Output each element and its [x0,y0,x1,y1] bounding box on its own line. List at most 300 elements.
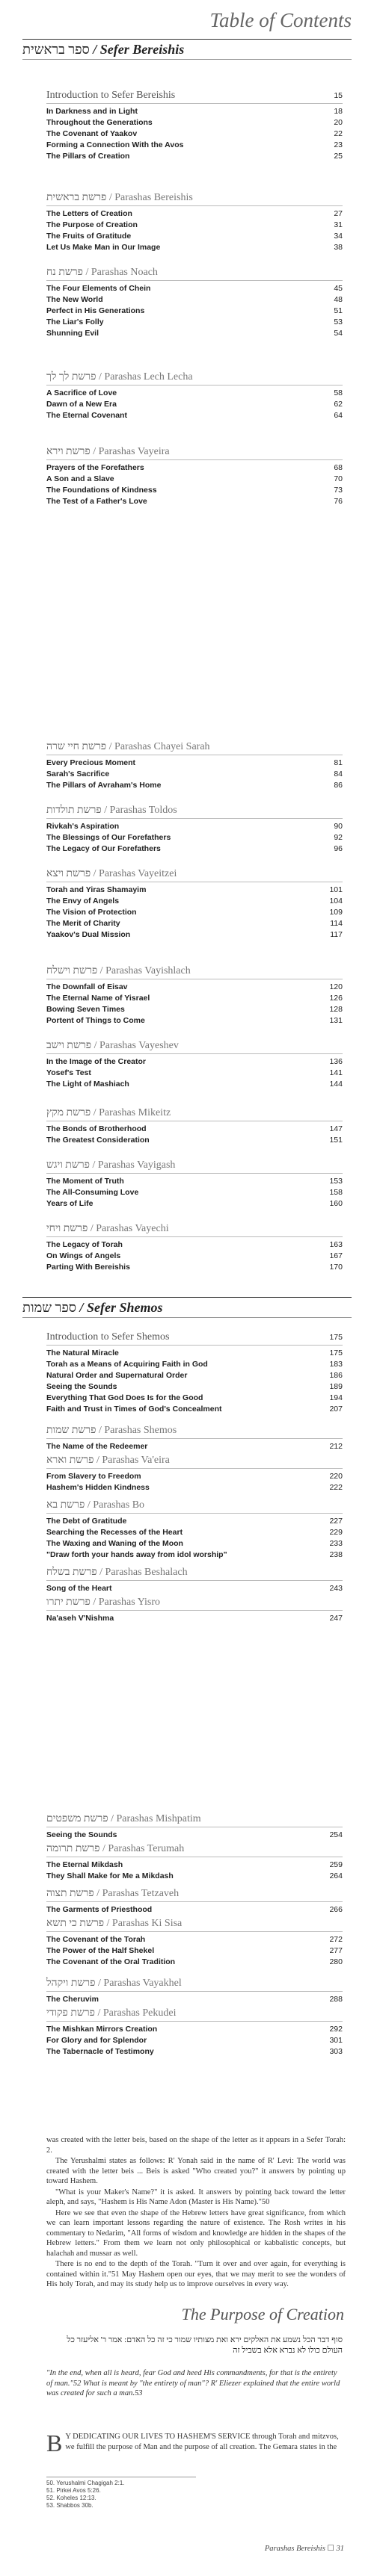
toc-entry-page: 25 [334,152,343,161]
toc-entry-page: 51 [334,306,343,315]
toc-section [46,867,343,941]
section-heading-english: Parashas Lech Lecha [104,371,193,383]
toc-entry[interactable] [46,832,343,843]
toc-section [46,1222,343,1273]
toc-entry[interactable] [46,388,343,399]
toc-entry-title: They Shall Make for Me a Mikdash [46,1871,174,1880]
toc-section-heading [46,1498,343,1514]
toc-entry-page: 131 [329,1016,343,1025]
toc-entry[interactable] [46,1904,343,1916]
section-heading-separator: / [91,1107,99,1118]
section-heading-hebrew: פרשת שמות [46,1425,96,1436]
footnotes [46,2477,196,2510]
toc-entry[interactable] [46,1393,343,1404]
toc-section-heading [46,1453,343,1469]
toc-entry-title: The Bonds of Brotherhood [46,1124,147,1133]
toc-section-heading [46,867,343,882]
toc-entry[interactable] [46,106,343,117]
toc-entry[interactable] [46,929,343,941]
toc-entry-page: 303 [329,2047,343,2056]
toc-entry-title: Dawn of a New Era [46,400,117,409]
toc-entry-page: 160 [329,1199,343,1208]
section-heading-separator: / [99,1843,108,1854]
section-heading-english: Parashas Tetzaveh [102,1888,180,1899]
drop-cap: B [46,2430,63,2456]
toc-entry[interactable] [46,1860,343,1871]
toc-entry[interactable] [46,1994,343,2005]
toc-entry[interactable] [46,1056,343,1068]
body-text [46,2135,346,2291]
toc-entry[interactable] [46,1187,343,1198]
toc-entry[interactable] [46,1004,343,1015]
toc-entry-page: 153 [329,1177,343,1186]
toc-entry-title: The Foundations of Kindness [46,486,157,495]
section-heading-english: Parashas Yisro [98,1597,161,1608]
toc-entry[interactable] [46,1359,343,1370]
section-heading-english: Parashas Shemos [104,1425,177,1436]
toc-entry-page: 62 [334,400,343,409]
section-heading-separator: / [90,1597,99,1608]
section-heading-english: Parashas Mishpatim [116,1813,201,1824]
toc-entry-title: The Cheruvim [46,1995,99,2004]
paragraph: was created with the letter beis, based on the shape of the letter as it appears in a Sefer Torah: 2. [46,2136,346,2155]
toc-entry-title: Throughout the Generations [46,118,153,127]
toc-entry[interactable] [46,1613,343,1624]
toc-entry-title: Seeing the Sounds [46,1382,117,1391]
toc-entry-title: On Wings of Angels [46,1251,121,1260]
toc-entry-title: Faith and Trust in Times of God's Concealment [46,1405,222,1414]
section-heading-hebrew: פרשת ויצא [46,868,91,879]
toc-entry[interactable] [46,2046,343,2058]
toc-entry-title: The Garments of Priesthood [46,1905,153,1914]
section-heading-separator: / [96,1425,105,1436]
toc-entry-title: The Eternal Covenant [46,411,127,420]
toc-entry-page: 48 [334,295,343,304]
toc-entry-title: In the Image of the Creator [46,1057,147,1066]
toc-entry-page: 81 [334,758,343,767]
toc-entry[interactable] [46,1945,343,1957]
toc-section-heading [46,265,343,281]
toc-entry-title: Forming a Connection With the Avos [46,140,184,149]
toc-entry[interactable] [46,1198,343,1210]
toc-entry-page: 144 [329,1080,343,1089]
toc-section [46,1976,343,2005]
section-heading-separator: / [91,868,99,879]
section-heading-hebrew: פרשת בשלח [46,1567,97,1578]
toc-section-heading [46,1222,343,1237]
toc-entry[interactable] [46,410,343,421]
toc-entry[interactable] [46,1404,343,1415]
toc-entry[interactable] [46,1527,343,1538]
toc-entry-title: The Greatest Consideration [46,1136,150,1145]
section-heading-english: Parashas Vayeshev [99,1040,179,1051]
book-heading-separator: / [93,42,100,57]
toc-entry[interactable] [46,982,343,993]
toc-entry-page: 31 [334,220,343,229]
toc-entry-title: Sarah's Sacrifice [46,770,110,778]
toc-entry-title: From Slavery to Freedom [46,1472,141,1481]
toc-entry-title: The Merit of Charity [46,919,120,928]
toc-entry-title: Torah and Yiras Shamayim [46,885,147,894]
opening-paragraph [46,2432,343,2454]
toc-entry[interactable] [46,1482,343,1493]
toc-entry[interactable] [46,1583,343,1594]
section-heading-separator: / [101,805,110,816]
footnote: 53. Shabbos 30b. [46,2502,94,2509]
toc-entry[interactable] [46,220,343,231]
toc-entry-title: The Legacy of Torah [46,1240,123,1249]
toc-entry-page: 170 [329,1263,343,1272]
toc-entry[interactable] [46,821,343,832]
toc-entry-title: The Name of the Redeemer [46,1442,148,1451]
section-heading-english: Parashas Terumah [108,1843,185,1854]
toc-section [46,1423,343,1452]
toc-entry[interactable] [46,896,343,907]
toc-entry[interactable] [46,1251,343,1262]
toc-entry-title: Shunning Evil [46,329,99,338]
toc-entry[interactable] [46,1549,343,1561]
section-heading-english: Parashas Noach [91,267,158,278]
toc-entry[interactable] [46,208,343,220]
toc-entry-page: 272 [329,1935,343,1944]
section-heading-separator: / [96,371,105,383]
toc-entry[interactable] [46,1957,343,1968]
toc-entry[interactable] [46,1015,343,1027]
footer-label: Parashas Bereishis [264,2545,325,2553]
toc-section-heading [46,1842,343,1857]
section-heading-hebrew: פרשת כי תשא [46,1918,105,1929]
toc-entry-title: The Blessings of Our Forefathers [46,833,171,842]
section-heading-hebrew: פרשת בא [46,1499,85,1511]
toc-entry[interactable] [46,993,343,1004]
toc-entry[interactable] [46,769,343,780]
toc-entry-page: 128 [329,1005,343,1014]
toc-entry-page: 23 [334,140,343,149]
toc-entry-page: 54 [334,329,343,338]
section-heading-hebrew: פרשת ויחי [46,1223,88,1234]
section-heading-hebrew: פרשת וישלח [46,965,98,976]
toc-entry-page: 243 [329,1584,343,1593]
section-heading-separator: / [106,741,115,752]
toc-section-heading [46,191,343,206]
section-heading-hebrew: פרשת תצוה [46,1888,94,1899]
toc-entry-page: 163 [329,1240,343,1249]
section-heading-hebrew: פרשת וירא [46,446,91,457]
section-heading-hebrew: פרשת יתרו [46,1597,91,1608]
toc-section [46,370,343,421]
toc-entry-title: Parting With Bereishis [46,1263,130,1272]
toc-entry-title: Perfect in His Generations [46,306,145,315]
toc-entry-page: 84 [334,770,343,778]
toc-entry[interactable] [46,485,343,496]
section-heading-english: Parashas Vayishlach [105,965,191,976]
section-heading-hebrew: פרשת וישב [46,1040,92,1051]
footnote: 50. Yerushalmi Chagigah 2:1. [46,2480,125,2486]
page-number: 31 [336,2545,344,2553]
toc-entry[interactable] [46,1068,343,1079]
toc-entry[interactable] [46,129,343,140]
toc-entry[interactable] [46,780,343,791]
section-heading-separator: / [88,1223,96,1234]
toc-entry-page: 45 [334,284,343,293]
toc-entry-title: Rivkah's Aspiration [46,822,120,831]
english-quote: "In the end, when all is heard, fear God and heed His commandments, for that is the entirety of man."52 What is meant by "the entirety of man"? R' Eliezer explained that the entire world was created for such a man.53 [46,2369,340,2397]
page-footer [265,2544,344,2553]
section-heading-separator: / [94,1455,102,1466]
toc-entry-title: The Debt of Gratitude [46,1517,127,1526]
toc-entry-page: 280 [329,1957,343,1966]
toc-section [46,1916,343,1968]
section-heading-hebrew: פרשת מקץ [46,1107,91,1118]
toc-entry[interactable] [46,496,343,507]
toc-entry-page: 292 [329,2025,343,2034]
toc-entry-title: The Envy of Angels [46,897,120,905]
toc-entry-page: 86 [334,781,343,790]
toc-entry[interactable] [46,918,343,929]
toc-entry-title: Hashem's Hidden Kindness [46,1483,150,1492]
toc-entry[interactable] [46,843,343,855]
toc-entry-page: 183 [329,1360,343,1369]
toc-entry-page: 120 [329,982,343,991]
toc-entry[interactable] [46,1124,343,1135]
toc-section-heading [46,370,343,386]
section-heading-separator: / [97,965,106,976]
footer-box-icon: ☐ [327,2545,337,2553]
section-heading-english: Parashas Vayechi [96,1223,169,1234]
toc-section [46,1453,343,1493]
toc-entry-title: The Moment of Truth [46,1177,124,1186]
toc-entry-title: The Covenant of the Torah [46,1935,146,1944]
toc-entry[interactable] [46,1381,343,1393]
toc-entry-page: 114 [330,919,343,928]
toc-entry-title: The Tabernacle of Testimony [46,2047,154,2056]
toc-entry[interactable] [46,1830,343,1841]
toc-entry-page: 212 [329,1442,343,1451]
toc-entry[interactable] [46,317,343,328]
toc-entry-page: 76 [334,497,343,506]
toc-entry-page: 254 [329,1830,343,1839]
toc-entry-title: Yosef's Test [46,1068,91,1077]
section-heading-english: Parashas Bo [93,1499,145,1511]
toc-section-heading [46,1916,343,1932]
toc-entry-title: In Darkness and in Light [46,107,138,116]
toc-entry-page: 238 [329,1550,343,1559]
toc-section-heading [46,1595,343,1611]
book-heading-separator: / [79,1300,88,1315]
toc-entry-page: 229 [329,1528,343,1537]
toc-section-heading [46,1423,343,1439]
toc-section [46,803,343,855]
toc-entry-page: 117 [330,930,343,939]
page-title: Table of Contents [209,9,352,31]
book-heading-english: Sefer Bereishis [99,42,185,57]
toc-entry-page: 18 [334,107,343,116]
toc-entry-page: 194 [329,1393,343,1402]
paragraph: The Yerushalmi states as follows: R' Yonah said in the name of R' Levi: The world was created with the letter beis ... Beis is asked "Who created you?" it answers by pointing up toward Hashem. [46,2157,346,2185]
toc-entry-title: Everything That God Does Is for the Good [46,1393,203,1402]
section-heading-english: Parashas Ki Sisa [111,1918,183,1929]
toc-entry-title: A Sacrifice of Love [46,388,117,397]
book-heading-bereishis [22,39,352,60]
book-heading-english: Sefer Shemos [87,1300,163,1315]
toc-entry-page: 70 [334,474,343,483]
toc-entry[interactable] [46,1239,343,1251]
toc-entry-title: The Eternal Name of Yisrael [46,994,150,1003]
toc-entry[interactable] [46,242,343,253]
section-heading-english: Parashas Vayigash [97,1159,176,1171]
toc-section-heading [46,1038,343,1054]
section-heading-english: Parashas Va'eira [102,1455,170,1466]
toc-entry[interactable] [46,231,343,242]
toc-entry-page: 175 [329,1333,343,1342]
toc-section-heading [46,740,343,755]
opening-text: Y DEDICATING OUR LIVES TO HASHEM'S SERVICE through Torah and mitzvos, we fulfill the purpose of Man and the purpose of all creation. The Gemara states in the [65,2433,339,2451]
toc-entry-page: 301 [329,2036,343,2045]
toc-entry[interactable] [46,283,343,294]
section-heading-hebrew: פרשת לך לך [46,371,96,383]
toc-entry-title: The Pillars of Creation [46,152,130,161]
toc-entry-page: 96 [334,844,343,853]
toc-section [46,1498,343,1561]
section-heading-separator: / [91,1040,99,1051]
toc-entry-title: Every Precious Moment [46,758,136,767]
section-heading-separator: / [106,192,115,203]
toc-entry[interactable] [46,151,343,162]
paragraph: "What is your Maker's Name?" it is asked. It answers by pointing back toward the letter aleph, and says, "Hashem is His Name Adon (Master is His Name)."50 [46,2188,346,2206]
toc-entry[interactable] [46,1176,343,1187]
toc-entry[interactable] [46,2024,343,2035]
toc-entry-title: The Natural Miracle [46,1349,119,1357]
toc-section [46,2006,343,2058]
toc-section-heading [46,1812,343,1827]
hebrew-quote: סוף דבר הכל נשמע את האלקים ירא ואת מצותיו שמור כי זה כל האדם: אמר ר' אליעזר כל העולם כולו לא נברא אלא בשביל זה [67,2335,343,2355]
toc-entry-title: Yaakov's Dual Mission [46,930,131,939]
toc-entry-page: 90 [334,822,343,831]
toc-entry-title: Portent of Things to Come [46,1016,145,1025]
toc-entry-title: Seeing the Sounds [46,1830,117,1839]
toc-entry-page: 141 [329,1068,343,1077]
toc-section-heading [46,1565,343,1581]
toc-entry[interactable] [46,328,343,339]
toc-entry[interactable] [46,1934,343,1945]
section-heading-separator: / [94,2007,103,2019]
toc-entry[interactable] [46,462,343,474]
toc-section [46,1842,343,1882]
toc-entry-page: 207 [329,1405,343,1414]
toc-entry-title: Prayers of the Forefathers [46,463,144,472]
toc-entry-title: The Downfall of Eisav [46,982,128,991]
toc-entry[interactable] [46,1348,343,1359]
toc-entry-page: 264 [329,1871,343,1880]
section-heading-hebrew: פרשת פקודי [46,2007,95,2019]
paragraph: There is no end to the depth of the Torah. "Turn it over and over again, for everything is contained within it."51 May Hashem open our eyes, that we may merit to see the wonders of His holy Torah, and may its study help us to improve ourselves in every way. [46,2260,346,2288]
toc-entry-page: 222 [329,1483,343,1492]
toc-entry-title: The Legacy of Our Forefathers [46,844,161,853]
toc-entry-title: For Glory and for Splendor [46,2036,147,2045]
toc-entry-page: 64 [334,411,343,420]
toc-section-heading [46,1330,343,1346]
toc-entry[interactable] [46,907,343,918]
toc-entry[interactable] [46,294,343,306]
toc-section-heading [46,1158,343,1174]
toc-entry[interactable] [46,885,343,896]
toc-entry-page: 126 [329,994,343,1003]
toc-entry[interactable] [46,1079,343,1090]
toc-entry[interactable] [46,474,343,485]
toc-entry-title: The Letters of Creation [46,209,132,218]
section-heading-hebrew: פרשת בראשית [46,192,107,203]
toc-entry-title: Let Us Make Man in Our Image [46,243,161,252]
toc-entry-page: 15 [334,91,343,100]
toc-entry[interactable] [46,1135,343,1146]
toc-entry-page: 92 [334,833,343,842]
toc-entry[interactable] [46,2035,343,2046]
book-heading-hebrew: ספר שמות [22,1300,77,1315]
toc-entry[interactable] [46,306,343,317]
section-heading-english: Parashas Chayei Sarah [114,741,210,752]
toc-section [46,88,343,162]
toc-entry-title: The Four Elements of Chein [46,284,151,293]
toc-section [46,1330,343,1415]
section-heading-english: Introduction to Sefer Bereishis [46,90,176,101]
toc-entry[interactable] [46,1471,343,1482]
toc-entry[interactable] [46,1538,343,1549]
toc-entry[interactable] [46,1262,343,1273]
toc-entry-page: 158 [329,1188,343,1197]
section-heading-english: Parashas Vayakhel [103,1978,182,1989]
toc-entry-title: The Covenant of Yaakov [46,129,138,138]
toc-entry[interactable] [46,140,343,151]
toc-entry-page: 147 [329,1124,343,1133]
toc-entry-page: 151 [329,1136,343,1145]
section-heading-separator: / [89,1159,98,1171]
toc-entry[interactable] [46,1370,343,1381]
book-heading-shemos [22,1297,352,1318]
footnote: 51. Pirkei Avos 5:26. [46,2487,101,2494]
toc-entry-page: 175 [329,1349,343,1357]
section-heading-separator: / [108,1813,117,1824]
section-heading-separator: / [83,267,91,278]
toc-entry-page: 68 [334,463,343,472]
toc-section [46,1595,343,1624]
section-heading-english: Parashas Bereishis [114,192,193,203]
toc-entry-page: 167 [329,1251,343,1260]
toc-entry[interactable] [46,1516,343,1527]
toc-section [46,1106,343,1146]
section-heading-separator: / [96,1567,105,1578]
book-heading-hebrew: ספר בראשית [22,42,90,57]
toc-entry-page: 136 [329,1057,343,1066]
toc-entry-page: 104 [329,897,343,905]
toc-entry[interactable] [46,1871,343,1882]
toc-section-heading [46,2006,343,2022]
toc-section [46,445,343,507]
toc-section-heading [46,803,343,819]
toc-entry[interactable] [46,117,343,129]
toc-section-heading [46,88,343,104]
toc-entry-title: The New World [46,295,103,304]
toc-entry-title: Bowing Seven Times [46,1005,125,1014]
toc-section [46,265,343,339]
toc-entry[interactable] [46,1441,343,1452]
toc-entry[interactable] [46,399,343,410]
toc-entry[interactable] [46,758,343,769]
toc-section [46,964,343,1027]
toc-entry-title: Torah as a Means of Acquiring Faith in God [46,1360,208,1369]
toc-section [46,1565,343,1594]
toc-entry-title: The Vision of Protection [46,908,137,917]
toc-entry-title: The Power of the Half Shekel [46,1946,155,1955]
